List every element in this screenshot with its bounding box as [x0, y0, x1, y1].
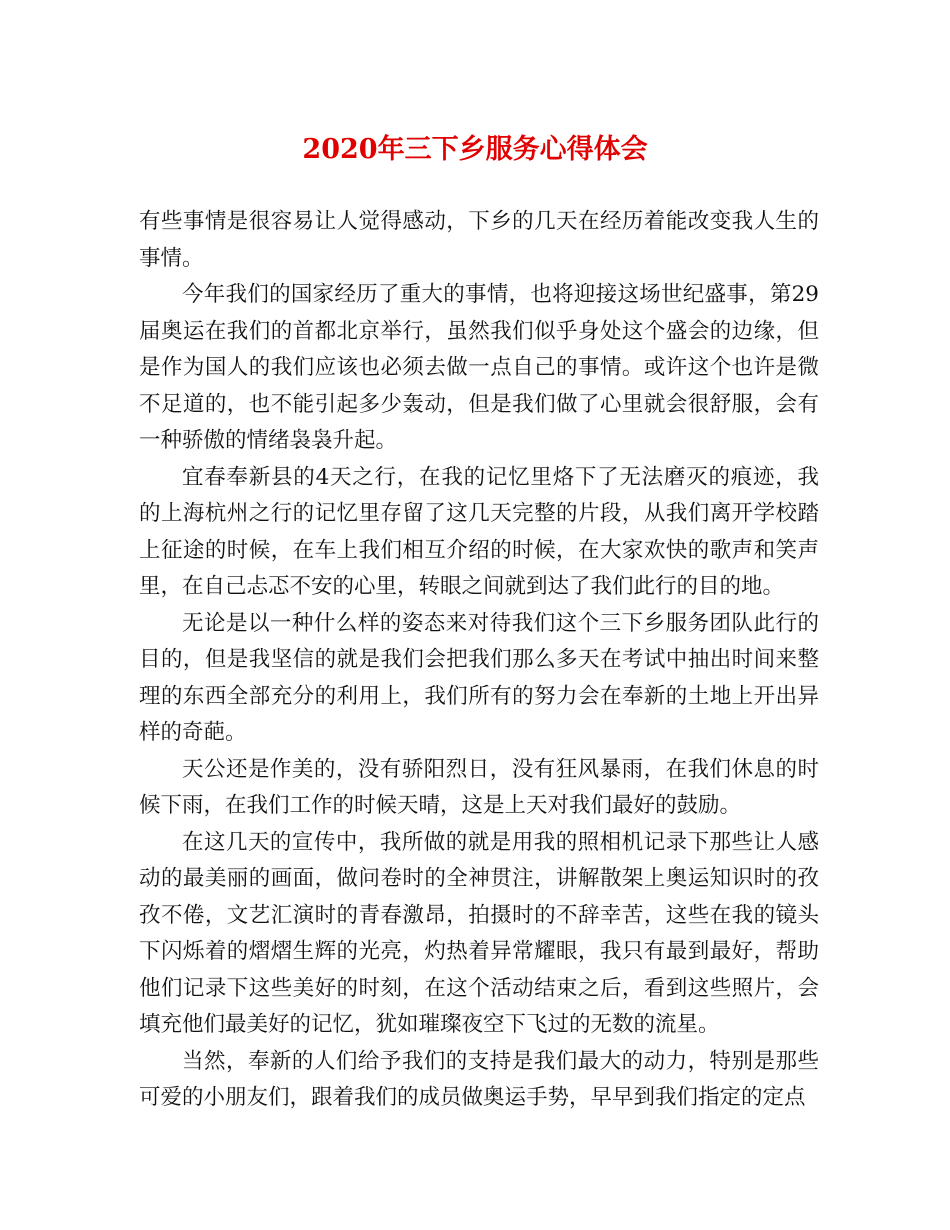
paragraph-7: 当然，奉新的人们给予我们的支持是我们最大的动力，特别是那些可爱的小朋友们，跟着我们的成员做奥运手势，早早到我们指定的定点	[139, 1048, 819, 1110]
paragraph-3: 宜春奉新县的4天之行，在我的记忆里烙下了无法磨灭的痕迹，我的上海杭州之行的记忆里存留了这几天完整的片段，从我们离开学校踏上征途的时候，在车上我们相互介绍的时候，在大家欢快的歌声和笑声里，在自己忐忑不安的心里，转眼之间就到达了我们此行的目的地。	[139, 464, 819, 599]
paragraph-1: 有些事情是很容易让人觉得感动，下乡的几天在经历着能改变我人生的事情。	[139, 209, 819, 271]
paragraph-4: 无论是以一种什么样的姿态来对待我们这个三下乡服务团队此行的目的，但是我坚信的就是我们会把我们那么多天在考试中抽出时间来整理的东西全部充分的利用上，我们所有的努力会在奉新的土地上开出异样的奇葩。	[139, 610, 819, 745]
document-body	[139, 204, 819, 1117]
document-title: 2020年三下乡服务心得体会	[302, 134, 648, 165]
paragraph-5: 天公还是作美的，没有骄阳烈日，没有狂风暴雨，在我们休息的时候下雨，在我们工作的时候天晴，这是上天对我们最好的鼓励。	[139, 756, 819, 818]
paragraph-6: 在这几天的宣传中，我所做的就是用我的照相机记录下那些让人感动的最美丽的画面，做问卷时的全神贯注，讲解散架上奥运知识时的孜孜不倦，文艺汇演时的青春激昂，拍摄时的不辞幸苦，这些在我的镜头下闪烁着的熠熠生辉的光亮，灼热着异常耀眼，我只有最到最好，帮助他们记录下这些美好的时刻，在这个活动结束之后，看到这些照片，会填充他们最美好的记忆，犹如璀璨夜空下飞过的无数的流星。	[139, 829, 819, 1037]
paragraph-2: 今年我们的国家经历了重大的事情，也将迎接这场世纪盛事，第29届奥运在我们的首都北京举行，虽然我们似乎身处这个盛会的边缘，但是作为国人的我们应该也必须去做一点自己的事情。或许这个也许是微不足道的，也不能引起多少轰动，但是我们做了心里就会很舒服，会有一种骄傲的情绪袅袅升起。	[139, 282, 819, 453]
